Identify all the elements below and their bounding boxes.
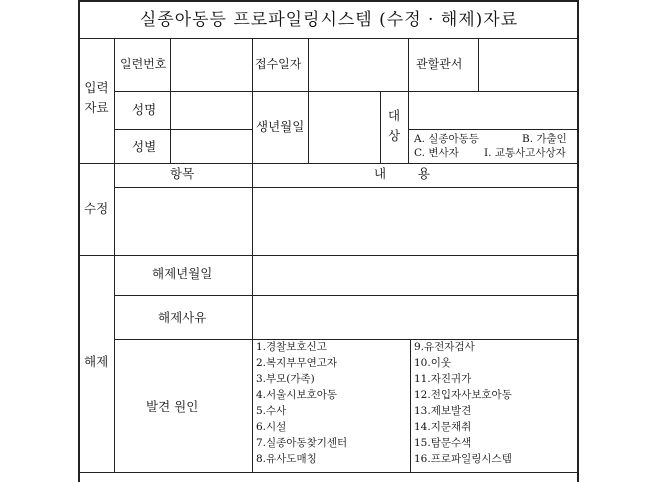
frame-top-line (79, 0, 579, 2)
cause-item: 8.유사도매칭 (256, 453, 317, 465)
jurisdiction-label: 관할관서 (416, 57, 463, 71)
input-col-label2 (308, 38, 309, 163)
birthdate-label: 생년월일 (256, 119, 305, 134)
cause-item: 13.제보발견 (414, 405, 472, 417)
input-col-value1 (252, 38, 253, 163)
release-date-label: 해제년월일 (152, 266, 213, 281)
modify-section-bottom-line (79, 255, 578, 256)
release-reason-label: 해제사유 (158, 310, 207, 325)
cause-item: 11.자진귀가 (414, 373, 472, 385)
input-group-label: 입력 자료 (84, 80, 109, 115)
cause-item: 5.수사 (256, 405, 287, 417)
input-section-bottom-line (79, 163, 578, 164)
target-option-i: I. 교통사고사상자 (484, 147, 566, 159)
input-col-label1 (170, 38, 171, 163)
input-target-split (408, 129, 578, 130)
target-option-c: C. 변사자 (414, 147, 459, 159)
discovery-cause-label: 발견 원인 (146, 399, 199, 414)
release-section-bottom-line (79, 472, 578, 473)
cause-item: 6.시설 (256, 421, 287, 433)
frame-left-line (78, 0, 80, 482)
cause-item: 4.서울시보호아동 (256, 389, 338, 401)
title-bottom-line (79, 38, 578, 39)
cause-item: 1.경찰보호신고 (256, 341, 327, 353)
release-row1-bottom (114, 295, 578, 296)
target-option-b: B. 가출인 (522, 133, 567, 145)
group-label-divider (114, 38, 115, 472)
input-row1-bottom (114, 91, 578, 92)
cause-item: 9.유전자검사 (414, 341, 475, 353)
target-option-a: A. 실종아동등 (414, 133, 479, 145)
cause-item: 15.탐문수색 (414, 437, 472, 449)
input-row2-bottom-left (114, 129, 252, 130)
release-col-divider (252, 255, 253, 472)
release-row2-bottom (114, 339, 578, 340)
cause-item: 10.이웃 (414, 357, 451, 369)
cause-item: 16.프로파일링시스템 (414, 453, 512, 465)
modify-group-label: 수정 (84, 201, 109, 216)
frame-right-line (577, 0, 579, 482)
name-label: 성명 (132, 102, 157, 117)
release-group-label: 해제 (84, 354, 109, 369)
receipt-date-label: 접수일자 (255, 57, 302, 71)
form-title: 실종아동등 프로파일링시스템 (수정 · 해제)자료 (139, 10, 519, 30)
modify-header-bottom (114, 187, 578, 188)
cause-item: 2.복지부무연고자 (256, 357, 338, 369)
serial-no-label: 일련번호 (120, 57, 167, 71)
modify-item-header: 항목 (170, 166, 195, 181)
cause-item: 7.실종아동찾기센터 (256, 437, 348, 449)
input-col-jurisdiction (478, 38, 479, 91)
target-label: 대 상 (387, 108, 401, 143)
input-col-value2 (408, 38, 409, 163)
cause-item: 3.부모(가족) (256, 373, 315, 385)
modify-content-header: 내 용 (374, 166, 430, 181)
gender-label: 성별 (132, 139, 157, 154)
release-causes-divider (410, 339, 411, 472)
cause-item: 12.전입자사보호아동 (414, 389, 512, 401)
cause-item: 14.지문채취 (414, 421, 472, 433)
modify-col-divider (252, 163, 253, 255)
